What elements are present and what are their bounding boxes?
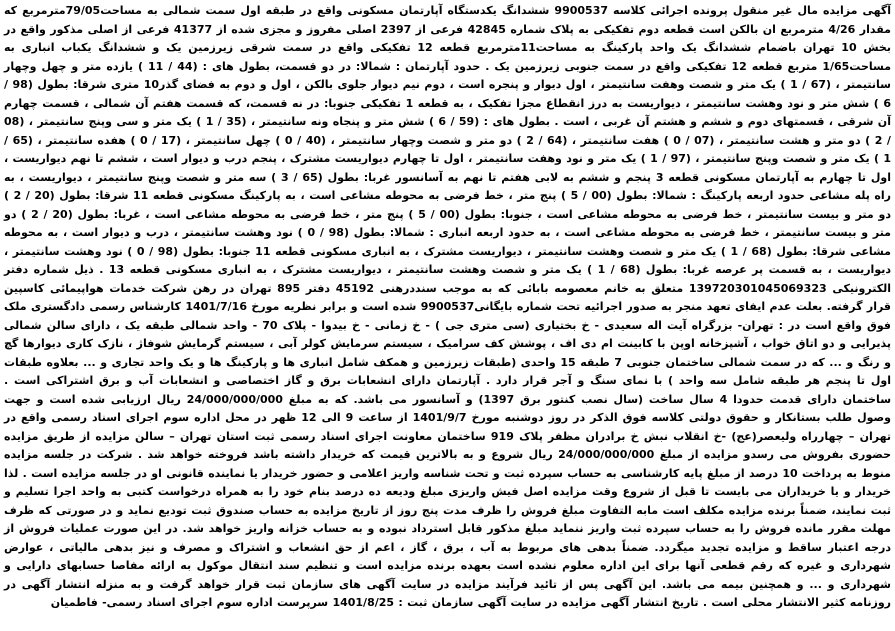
auction-notice-text: آگهی مزایده مال غیر منقول پرونده اجرائی کلاسه 9900537 ششدانگ یکدستگاه آپارتمان مسکونی واقع در طبقه اول سمت شمالی به مساحت79/05مترمربع که مقدار 4/26 مترمربع ان بالکن است قطعه دوم تفکیکی به پلاک شماره 42845 فرعی از 2397 اصلی مفروز و مجزی شده از 41377 فرعی از اصلی مذکور واقع در بخش 10 تهران باضمام ششدانگ یک واحد پارکینگ به مساحت11مترمربع قطعه 12 تفکیکی واقع در سمت شرقی زیرزمین یک و ششدانگ یکباب انباری به مساحت1/65 متربع قطعه 12 تفکیکی واقع در سمت جنوبی زیرزمین یک . حدود آپارتمان : شمالا: در دو قسمت، بطول های : (44 / 11 ) یازده متر و چهل وچهار سانتیمتر ، (67 / 1 ) یک متر و شصت وهفت سانتیمتر ، اول دیوار و پنجره است ، دوم نیم دیوار جلوی بالکن ، اول و دوم به فضای گذر10 متری شرقا: بطول (98 / 6 ) شش متر و نود وهشت سانتیمتر ، دیواریست به درز انقطاع مجزا تفکیک ، به قطعه 1 تفکیکی جنوبا: در نه قسمت، که قسمت هفتم آن شمالی ، قسمت چهارم آن شرقی ، قسمتهای دوم و ششم و هشتم آن غربی ، است . بطول های : (59 / 6 ) شش متر و پنجاه ونه سانتیمتر ، (35 / 1 ) یک متر و سی وپنج سانتیمتر ، (08 / 2 ) دو متر و هشت سانتیمتر ، (07 / 0 ) هفت سانتیمتر ، (64 / 2 ) دو متر و شصت وچهار سانتیمتر ، (40 / 0 ) چهل سانتیمتر ، (17 / 0 ) هفده سانتیمتر ، (65 / 1 ) یک متر و شصت وپنج سانتیمتر ، (97 / 1 ) یک متر و نود وهفت سانتیمتر ، اول تا چهارم دیواریست مشترک ، پنجم درب و دیوار است ، ششم تا نهم دیواریست ، اول تا چهارم به آپارتمان مسکونی قطعه 3 پنجم و ششم به لابی هفتم تا نهم به آسانسور غربا: بطول (65 / 3 ) سه متر و شصت وپنج سانتیمتر ، دیواریست ، به راه پله مشاعی حدود اربعه پارکینگ : شمالا: بطول (00 / 5 ) پنج متر ، خط فرضی به محوطه مشاعی است ، به پارکینگ مسکونی قطعه 11 شرقا: بطول (20 / 2 ) دو متر و بیست سانتیمتر ، خط فرضی به محوطه مشاعی است ، جنوبا: بطول (00 / 5 ) پنج متر ، خط فرضی به محوطه مشاعی است ، غربا: بطول (20 / 2 ) دو متر و بیست سانتیمتر ، خط فرضی به محوطه مشاعی است ، به حدود اربعه انباری : شمالا: بطول (98 / 0 ) نود وهشت سانتیمتر ، درب و دیوار است ، به محوطه مشاعی شرقا: بطول (68 / 1 ) یک متر و شصت وهشت سانتیمتر ، دیواریست مشترک ، به انباری مسکونی قطعه 11 جنوبا: بطول (98 / 0 ) نود وهشت سانتیمتر ، دیواریست ، به قسمت پر عرصه غربا: بطول (68 / 1 ) یک متر و شصت وهشت سانتیمتر ، دیواریست مشترک ، به انباری مسکونی قطعه 13 . ذیل شماره دفتر الکترونیکی 139720301045069323 متعلق به خانم معصومه بابائی که به موجب سنددرهنی 45192 دفتر 895 تهران در رهن شرکت خدمات هواپیمائی کاسپین قرار گرفته. بعلت عدم ایفای تعهد منجر به صدور اجرائیه تحت شماره بایگانی9900537 شده است و برابر نظریه مورخ 1401/7/16 کارشناس رسمی دادگستری ملک فوق واقع است در : تهران- بزرگراه آیت اله سعیدی - خ بختیاری (سی متری جی ) - خ زمانی - خ بیدوا - پلاک 70 - واحد شمالی طبقه یک ، دارای سالن شمالی پذیرایی و دو اتاق خواب ، آشپزخانه اوپن با کابینت ام دی اف ، پوشش کف سرامیک ، سیستم سرمایش کولر آبی ، سیستم گرمایش شوفاژ ، نازک کاری دیوارها گچ و رنگ و ... که در سمت شمالی ساختمان جنوبی 7 طبقه 15 واحدی (طبقات زیرزمین و همکف شامل انباری ها و پارکینگ ها و یک واحد تجاری و ... بعلاوه طبقات اول تا پنجم هر طبقه شامل سه واحد ) با نمای سنگ و آجر قرار دارد . آپارتمان دارای انشعابات برق و گاز اختصاصی و انشعابات آب و برق اشتراکی است . ساختمان دارای قدمت حدودا 4 سال ساخت (سال نصب کنتور برق 1397) و آسانسور می باشد. که به مبلغ 24/000/000/000 ریال ارزیابی شده است و جهت وصول طلب بستانکار و حقوق دولتی کلاسه فوق الذکر در روز دوشنبه مورخ 1401/9/7 از ساعت 9 الی 12 ظهر در محل اداره سوم اجرای اسناد رسمی واقع در تهران – چهارراه ولیعصر(عج) -خ انقلاب نبش خ برادران مظفر پلاک 919 ساختمان معاونت اجرای اسناد رسمی ثبت استان تهران – سالن مزایده از طریق مزایده حضوری بفروش می رسدو مزایده از مبلغ 24/000/000/000 ریال شروع و به بالاترین قیمت که خریدار داشته باشد فروخته خواهد شد . شرکت در جلسه مزایده منوط به پرداخت 10 درصد از مبلغ پایه کارشناسی به حساب سپرده ثبت و تحت شناسه واریز اعلامی و حضور خریدار یا نماینده قانونی او در جلسه مزایده است . لذا خریدار و یا خریداران می بایست تا قبل از شروع وقت مزایده اصل فیش واریزی مبلغ ودیعه ده درصد بنام خود را به همراه درخواست کتبی به واحد اجرا تسلیم و ثبت نمایند، ضمناً برنده مزایده مکلف است مابه التفاوت مبلغ فروش را ظرف مدت پنج روز از تاریخ مزایده به حساب صندوق ثبت تودیع نماید و در صورتی که ظرف مهلت مقرر مانده فروش را به حساب سپرده ثبت واریز ننماید مبلغ مذکور قابل استرداد نبوده و به حساب خزانه واریز خواهد شد. در این صورت عملیات فروش از درجه اعتبار ساقط و مزایده تجدید میگردد. ضمناً بدهی های مربوط به آب ، برق ، گاز ، اعم از حق انشعاب و اشتراک و مصرف و نیز بدهی مالیاتی ، عوارض شهرداری و غیره که رقم قطعی آنها برای این اداره معلوم نشده است بعهده برنده مزایده است و تنظیم سند انتقال موکول به ارائه مفاصا حسابهای دارایی و شهرداری و ... و همچنین بیمه می باشد. این آگهی پس از تائید فرآیند مزایده در سایت آگهی های سازمان ثبت قرار خواهد گرفت و به منزله انتشار آگهی در روزنامه کثیر الانتشار محلی است . تاریخ انتشار آگهی مزایده در سایت آگهی سازمان ثبت : 1401/8/25 سرپرست اداره سوم اجرای اسناد رسمی- فاطمیان [4,4,892,609]
